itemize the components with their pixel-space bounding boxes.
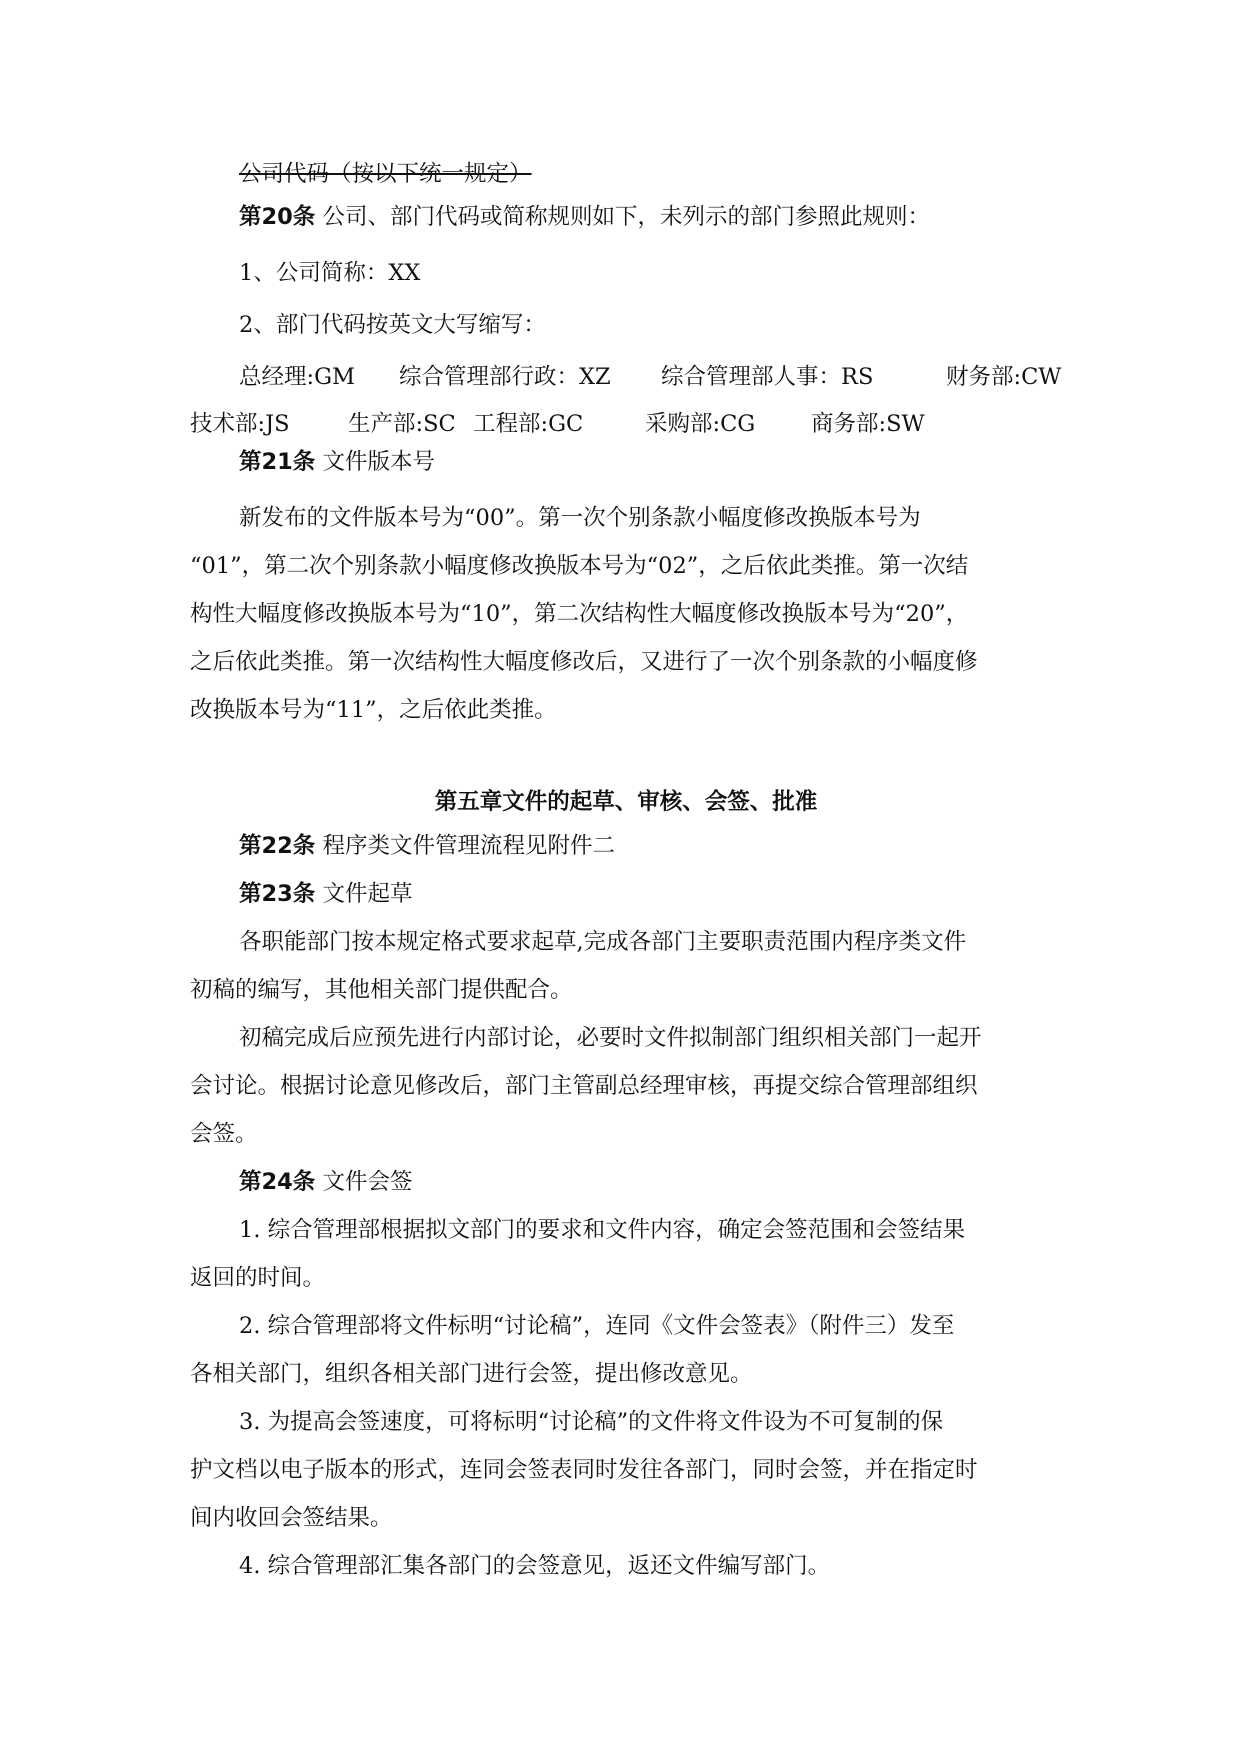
- paragraph-line: “01”，第二次个别条款小幅度修改换版本号为“02”，之后依此类推。第一次结: [190, 553, 969, 579]
- paragraph-line: 2. 综合管理部将文件标明“讨论稿”，连同《文件会签表》（附件三）发至: [239, 1313, 955, 1339]
- list-item: 2、部门代码按英文大写缩写：: [239, 312, 546, 338]
- paragraph-line: 新发布的文件版本号为“00”。第一次个别条款小幅度修改换版本号为: [239, 505, 921, 531]
- paragraph-line: 会讨论。根据讨论意见修改后，部门主管副总经理审核，再提交综合管理部组织: [190, 1073, 978, 1099]
- article-title: 文件会签: [322, 1169, 413, 1195]
- paragraph-line: 各职能部门按本规定格式要求起草,完成各部门主要职责范围内程序类文件: [239, 929, 967, 955]
- paragraph-line: 各相关部门，组织各相关部门进行会签，提出修改意见。: [190, 1361, 753, 1387]
- code-entry: 综合管理部行政：XZ: [399, 364, 611, 390]
- code-entry: 生产部:SC: [348, 411, 456, 437]
- paragraph-line: 返回的时间。: [190, 1265, 326, 1291]
- article-label: 第23条: [239, 881, 316, 907]
- code-entry: 财务部:CW: [946, 364, 1062, 390]
- article-title: 程序类文件管理流程见附件二: [322, 833, 615, 859]
- code-entry: 总经理:GM: [239, 364, 356, 390]
- article-title: 文件起草: [322, 881, 413, 907]
- article-title: 公司、部门代码或简称规则如下，未列示的部门参照此规则：: [322, 204, 930, 230]
- article-label: 第24条: [239, 1169, 316, 1195]
- struck-heading: 公司代码（按以下统一规定）: [239, 161, 532, 187]
- paragraph-line: 之后依此类推。第一次结构性大幅度修改后，又进行了一次个别条款的小幅度修: [190, 649, 978, 675]
- code-entry: 技术部:JS: [190, 411, 290, 437]
- article-label: 第22条: [239, 833, 316, 859]
- paragraph-line: 1. 综合管理部根据拟文部门的要求和文件内容，确定会签范围和会签结果: [239, 1217, 966, 1243]
- list-item: 1、公司简称：XX: [239, 260, 421, 286]
- article-20: [239, 201, 1062, 233]
- paragraph-line: 4. 综合管理部汇集各部门的会签意见，返还文件编写部门。: [239, 1553, 831, 1579]
- paragraph-line: 改换版本号为“11”，之后依此类推。: [190, 697, 557, 723]
- department-codes-row: [190, 408, 1062, 440]
- paragraph-line: 构性大幅度修改换版本号为“10”，第二次结构性大幅度修改换版本号为“20”，: [190, 601, 969, 627]
- article-23: [239, 878, 1062, 910]
- paragraph-line: 初稿完成后应预先进行内部讨论，必要时文件拟制部门组织相关部门一起开: [239, 1025, 982, 1051]
- paragraph-line: 初稿的编写，其他相关部门提供配合。: [190, 977, 573, 1003]
- code-entry: 商务部:SW: [811, 411, 925, 437]
- article-21: [239, 446, 1062, 478]
- article-label: 第21条: [239, 449, 316, 475]
- department-codes-row: [239, 361, 1062, 393]
- paragraph-line: 间内收回会签结果。: [190, 1505, 393, 1531]
- code-entry: 工程部:GC: [473, 411, 584, 437]
- paragraph-line: 护文档以电子版本的形式，连同会签表同时发往各部门，同时会签，并在指定时: [190, 1457, 978, 1483]
- paragraph-line: 会签。: [190, 1121, 258, 1147]
- code-entry: 采购部:CG: [645, 411, 756, 437]
- article-22: [239, 830, 1062, 862]
- article-label: 第20条: [239, 204, 316, 230]
- paragraph-line: 3. 为提高会签速度，可将标明“讨论稿”的文件将文件设为不可复制的保: [239, 1409, 944, 1435]
- article-title: 文件版本号: [322, 449, 435, 475]
- article-24: [239, 1166, 1062, 1198]
- chapter-heading: 第五章文件的起草、审核、会签、批准: [434, 789, 818, 815]
- code-entry: 综合管理部人事：RS: [661, 364, 874, 390]
